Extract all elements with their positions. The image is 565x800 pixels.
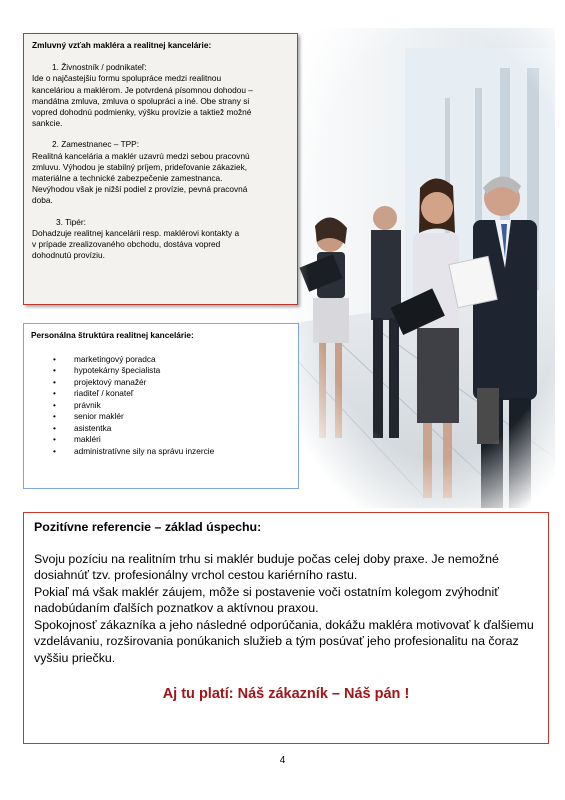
section-line: doba. bbox=[32, 195, 53, 206]
section-line: Ide o najčastejšiu formu spolupráce medzi realitnou bbox=[32, 73, 222, 84]
references-title: Pozitívne referencie – základ úspechu: bbox=[34, 520, 262, 534]
section-heading: 3. Tipér: bbox=[56, 216, 86, 227]
section-heading: 1. Živnostník / podnikateľ: bbox=[52, 62, 147, 73]
list-item: • senior maklér bbox=[53, 411, 291, 423]
section-heading: 2. Zamestnanec – TPP: bbox=[52, 139, 140, 150]
business-people-photo bbox=[255, 28, 555, 508]
section-line: Dohadzuje realitnej kancelárii resp. maklérovi kontakty a bbox=[32, 227, 240, 238]
section-line: sankcie. bbox=[32, 118, 63, 129]
references-paragraph: Svoju pozíciu na realitním trhu si maklér buduje počas celej doby praxe. Je nemožné dosiahnúť tzv. profesionálny vrchol cestou kariérního rastu. bbox=[34, 551, 499, 582]
contract-title: Zmluvný vzťah makléra a realitnej kancelárie: bbox=[32, 40, 212, 50]
references-box bbox=[23, 512, 549, 744]
contract-section-employee bbox=[32, 139, 290, 206]
contract-relationship-box bbox=[23, 33, 298, 305]
section-line: materiálne a technické zabezpečenie zamestnanca. bbox=[32, 173, 223, 184]
staff-title: Personálna štruktúra realitnej kancelárie: bbox=[31, 330, 194, 340]
motto: Aj tu platí: Náš zákazník – Náš pán ! bbox=[162, 686, 410, 702]
staff-list bbox=[31, 354, 291, 458]
references-paragraph: Pokiaľ má však maklér záujem, môže si postavenie voči ostatním kolegom zvýhodniť nadobúdaním ďalších poznatkov a aktívnou praxou. bbox=[34, 584, 499, 615]
section-body bbox=[32, 73, 290, 129]
section-body bbox=[32, 151, 290, 207]
references-paragraph: Spokojnosť zákazníka a jeho následné odporúčania, dokážu makléra motivovať k ďalšiemu vzdelávaniu, rozširovania ponúkanich služieb a tým posúvať jeho profesionalitu na čoraz vyššiu priečku. bbox=[34, 617, 534, 665]
section-line: vopred dohodnú podmienky, výšku provízie a taktiež možné bbox=[32, 107, 252, 118]
list-item: • právnik bbox=[53, 400, 291, 412]
staff-structure-box bbox=[23, 323, 299, 489]
list-item: • marketingový poradca bbox=[53, 354, 291, 366]
section-line: dohodnutú províziu. bbox=[32, 250, 105, 261]
list-item: • asistentka bbox=[53, 423, 291, 435]
list-item: • administratívne sily na správu inzercie bbox=[53, 446, 291, 458]
list-item: • makléri bbox=[53, 434, 291, 446]
section-line: mandátna zmluva, zmluva o spolupráci a iné. Obe strany si bbox=[32, 95, 250, 106]
list-item: • projektový manažér bbox=[53, 377, 291, 389]
list-item: • riaditeľ / konateľ bbox=[53, 388, 291, 400]
section-line: Realitná kancelária a maklér uzavrú medzi sebou pracovnú bbox=[32, 150, 250, 161]
list-item: • hypotekárny špecialista bbox=[53, 365, 291, 377]
contract-section-sole-trader bbox=[32, 62, 290, 129]
section-line: Nevýhodou však je nižší podiel z provízie, pevná pracovná bbox=[32, 184, 248, 195]
section-line: kanceláriou a maklérom. Je potvrdená písomnou dohodou – bbox=[32, 84, 253, 95]
section-line: zmluvu. Výhodou je stabilný príjem, prideľovanie zákaziek, bbox=[32, 161, 248, 172]
section-line: v prípade zrealizovaného obchodu, dostáva vopred bbox=[32, 239, 221, 250]
contract-section-tipster bbox=[32, 217, 290, 262]
section-body bbox=[32, 228, 290, 262]
page-number: 4 bbox=[279, 755, 286, 766]
